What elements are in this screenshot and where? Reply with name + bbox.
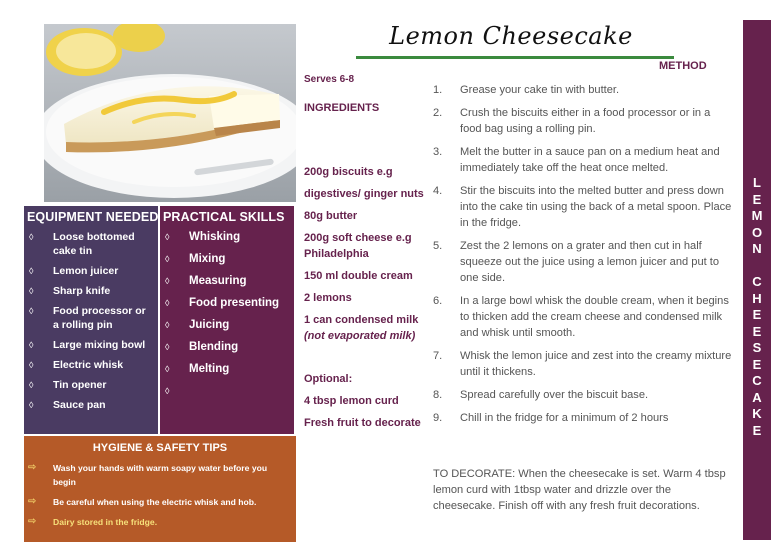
arrow-bullet-icon: ⇨	[28, 496, 37, 507]
method-steps	[433, 82, 733, 433]
diamond-bullet-icon: ◊	[29, 360, 34, 370]
banner-letter: E	[752, 422, 762, 438]
ingredient-line: 2 lemons	[304, 292, 352, 304]
banner-letter: C	[752, 274, 762, 289]
method-step: 7. Whisk the lemon juice and zest into the creamy mixture until it thickens.	[433, 350, 732, 378]
ingredients-heading: INGREDIENTS	[304, 102, 380, 114]
banner-letter: C	[752, 373, 762, 388]
list-item: ◊ Tin opener	[29, 379, 107, 391]
ingredient-line: Fresh fruit to decorate	[304, 417, 421, 429]
equipment-list	[24, 230, 158, 412]
title-divider	[356, 56, 674, 59]
banner-letter: E	[752, 191, 762, 207]
method-step: 2. Crush the biscuits either in a food processor or in a food bag using a rolling pin.	[433, 107, 711, 135]
list-item: ◊ Food processor or a rolling pin	[29, 305, 146, 331]
list-item: ◊ Blending	[165, 341, 239, 353]
diamond-bullet-icon: ◊	[165, 342, 170, 352]
banner-letter	[755, 258, 759, 275]
ingredient-line: digestives/ ginger nuts	[304, 188, 424, 200]
equipment-title: EQUIPMENT NEEDED	[27, 210, 159, 224]
banner-letter: N	[752, 241, 762, 256]
list-item: ◊ Juicing	[165, 319, 230, 331]
optional-heading: Optional:	[304, 373, 353, 385]
list-item: ◊ Sauce pan	[29, 399, 106, 411]
method-heading: METHOD	[659, 60, 707, 72]
list-item: ⇨ Dairy stored in the fridge.	[28, 516, 158, 527]
banner-letter: E	[752, 307, 762, 322]
list-item: ◊ Large mixing bowl	[29, 339, 146, 351]
ingredient-line: 150 ml double cream	[304, 270, 413, 282]
hygiene-title: HYGIENE & SAFETY TIPS	[92, 442, 228, 454]
diamond-bullet-icon: ◊	[165, 320, 170, 330]
banner-letter: O	[751, 224, 763, 240]
ingredient-line: 200g biscuits e.g	[304, 166, 393, 178]
diamond-bullet-icon: ◊	[29, 306, 34, 316]
ingredient-line: 4 tbsp lemon curd	[304, 395, 399, 407]
method-step: 5. Zest the 2 lemons on a grater and then cut in half squeeze out the juice using a lemon juicer and put to one side.	[433, 240, 720, 284]
diamond-bullet-icon: ◊	[165, 232, 170, 242]
list-item: ◊ Electric whisk	[29, 359, 124, 371]
banner-letter: M	[751, 208, 763, 223]
equipment-box	[24, 206, 158, 434]
banner-letter: A	[752, 389, 762, 405]
diamond-bullet-icon: ◊	[29, 286, 34, 296]
banner-letter: E	[752, 323, 762, 339]
ingredient-line: Philadelphia	[304, 248, 369, 260]
diamond-bullet-icon: ◊	[29, 340, 34, 350]
diamond-bullet-icon: ◊	[29, 380, 34, 390]
list-item: ◊ Mixing	[165, 253, 226, 265]
ingredient-line: (not evaporated milk)	[304, 330, 416, 342]
skills-list	[160, 230, 294, 396]
cheesecake-photo	[44, 24, 296, 202]
ingredient-line: 1 can condensed milk	[304, 314, 419, 326]
list-item: ⇨ Wash your hands with warm soapy water before you begin	[28, 462, 268, 487]
banner-letter: L	[753, 175, 761, 190]
method-step: 8. Spread carefully over the biscuit base.	[433, 389, 649, 401]
list-item: ⇨ Be careful when using the electric whisk and hob.	[28, 496, 257, 507]
cheesecake-image	[44, 24, 296, 202]
banner-letter: K	[752, 406, 762, 421]
banner-letter: E	[752, 356, 762, 372]
banner-title	[743, 175, 771, 439]
arrow-bullet-icon: ⇨	[28, 462, 37, 473]
arrow-bullet-icon: ⇨	[28, 516, 37, 527]
ingredient-line: 80g butter	[304, 210, 358, 222]
method-step: 9. Chill in the fridge for a minimum of 2 hours	[433, 412, 669, 424]
diamond-bullet-icon: ◊	[29, 232, 34, 242]
diamond-bullet-icon: ◊	[165, 386, 170, 396]
banner-letter: H	[752, 290, 762, 306]
side-banner	[743, 20, 771, 540]
serves-text: Serves 6-8	[304, 74, 355, 85]
list-item: ◊ Food presenting	[165, 297, 280, 309]
list-item: ◊ Loose bottomed cake tin	[29, 231, 135, 257]
hygiene-list	[24, 461, 296, 529]
diamond-bullet-icon: ◊	[29, 400, 34, 410]
diamond-bullet-icon: ◊	[165, 254, 170, 264]
diamond-bullet-icon: ◊	[165, 276, 170, 286]
page-title: Lemon Cheesecake	[389, 22, 633, 50]
list-item: ◊ Lemon juicer	[29, 265, 119, 277]
banner-letter: S	[752, 340, 762, 355]
list-item: ◊ Measuring	[165, 275, 247, 287]
diamond-bullet-icon: ◊	[165, 298, 170, 308]
method-step: 6. In a large bowl whisk the double cream, when it begins to thicken add the cream cheese and condensed milk and whisk until smooth.	[433, 295, 729, 339]
ingredient-line: 200g soft cheese e.g	[304, 232, 412, 244]
skills-title: PRACTICAL SKILLS	[163, 210, 285, 224]
method-step: 1. Grease your cake tin with butter.	[433, 84, 620, 96]
list-item: ◊ Whisking	[165, 231, 241, 243]
list-item: ◊ Melting	[165, 363, 230, 375]
diamond-bullet-icon: ◊	[165, 364, 170, 374]
decorate-note: TO DECORATE: When the cheesecake is set. Warm 4 tbsp lemon curd with 1tbsp water and drizzle over the cheesecake. Finish off with any fresh fruit decorations.	[433, 468, 726, 512]
diamond-bullet-icon: ◊	[29, 266, 34, 276]
method-step: 3. Melt the butter in a sauce pan on a medium heat and immediately take off the heat once melted.	[433, 146, 720, 174]
list-item: ◊ Sharp knife	[29, 285, 111, 297]
hygiene-box	[24, 436, 296, 542]
method-step: 4. Stir the biscuits into the melted butter and press down into the cake tin using the back of a metal spoon. Place in the fridge.	[433, 185, 732, 229]
skills-box	[160, 206, 294, 434]
